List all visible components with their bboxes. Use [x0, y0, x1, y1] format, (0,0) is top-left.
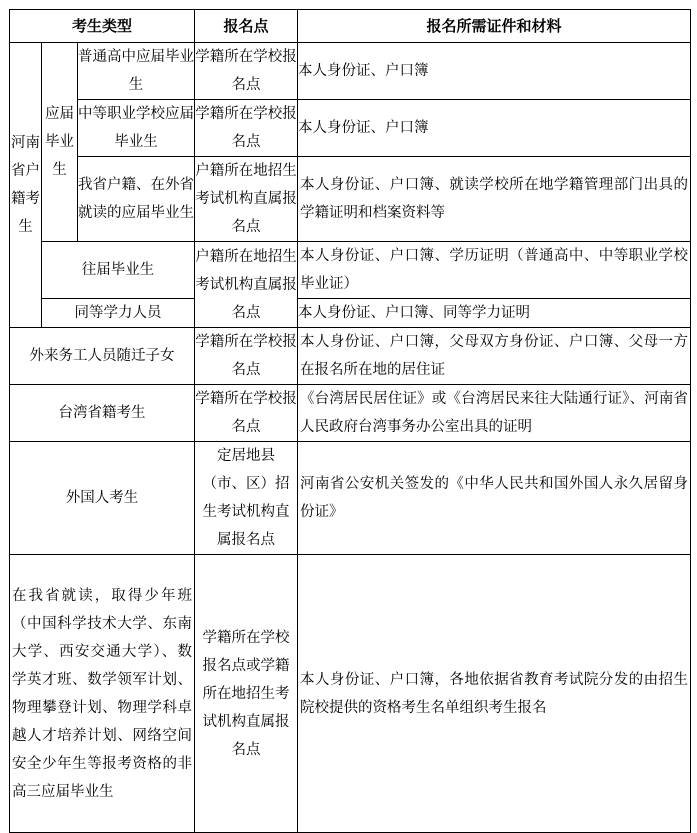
table-row	[10, 442, 691, 555]
type-cell: 台湾省籍考生	[10, 385, 195, 442]
type-cell: 普通高中应届毕业生	[78, 43, 195, 100]
materials-cell: 本人身份证、户口簿、同等学力证明	[298, 299, 691, 328]
location-cell: 学籍所在学校报名点	[195, 385, 298, 442]
type-cell: 我省户籍、在外省就读的应届毕业生	[78, 157, 195, 242]
type-cell: 中等职业学校应届毕业生	[78, 100, 195, 157]
header-location: 报名点	[195, 10, 298, 43]
materials-cell: 本人身份证、户口簿	[298, 43, 691, 100]
materials-cell: 本人身份证、户口簿、就读学校所在地学籍管理部门出具的学籍证明和档案资料等	[298, 157, 691, 242]
location-cell: 学籍所在学校报名点或学籍所在地招生考试机构直属报名点	[195, 555, 298, 833]
type-cell: 往届毕业生	[42, 242, 195, 299]
location-cell: 定居地县（市、区）招生考试机构直属报名点	[195, 442, 298, 555]
table-row	[10, 385, 691, 442]
location-cell: 学籍所在学校报名点	[195, 328, 298, 385]
table-row	[10, 157, 691, 242]
table-row	[10, 43, 691, 100]
materials-cell: 河南省公安机关签发的《中华人民共和国外国人永久居留身份证》	[298, 442, 691, 555]
table-row	[10, 242, 691, 299]
materials-cell: 《台湾居民居住证》或《台湾居民来往大陆通行证》、河南省人民政府台湾事务办公室出具的证明	[298, 385, 691, 442]
header-materials: 报名所需证件和材料	[298, 10, 691, 43]
type-cell: 外国人考生	[10, 442, 195, 555]
table-row	[10, 299, 691, 328]
materials-cell: 本人身份证、户口簿、学历证明（普通高中、中等职业学校毕业证）	[298, 242, 691, 299]
type-cell: 在我省就读，取得少年班（中国科学技术大学、东南大学、西安交通大学）、数学英才班、数学领军计划、物理攀登计划、物理学科卓越人才培养计划、网络空间安全少年生等报考资格的非高三应届毕业生	[10, 555, 195, 833]
header-row	[10, 10, 691, 43]
materials-cell: 本人身份证、户口簿，各地依据省教育考试院分发的由招生院校提供的资格考生名单组织考生报名	[298, 555, 691, 833]
fresh-grad-label: 应届毕业生	[42, 43, 78, 242]
materials-cell: 本人身份证、户口簿	[298, 100, 691, 157]
location-cell: 户籍所在地招生考试机构直属报名点	[195, 157, 298, 242]
location-cell: 学籍所在学校报名点	[195, 43, 298, 100]
header-type: 考生类型	[10, 10, 195, 43]
materials-cell: 本人身份证、户口簿，父母双方身份证、户口簿、父母一方在报名所在地的居住证	[298, 328, 691, 385]
location-cell: 户籍所在地招生考试机构直属报名点	[195, 242, 298, 328]
type-cell: 同等学力人员	[42, 299, 195, 328]
table-row	[10, 328, 691, 385]
table-row	[10, 100, 691, 157]
type-cell: 外来务工人员随迁子女	[10, 328, 195, 385]
table-row	[10, 555, 691, 833]
location-cell: 学籍所在学校报名点	[195, 100, 298, 157]
henan-group-label: 河南省户籍考生	[10, 43, 42, 328]
registration-table	[9, 9, 691, 833]
